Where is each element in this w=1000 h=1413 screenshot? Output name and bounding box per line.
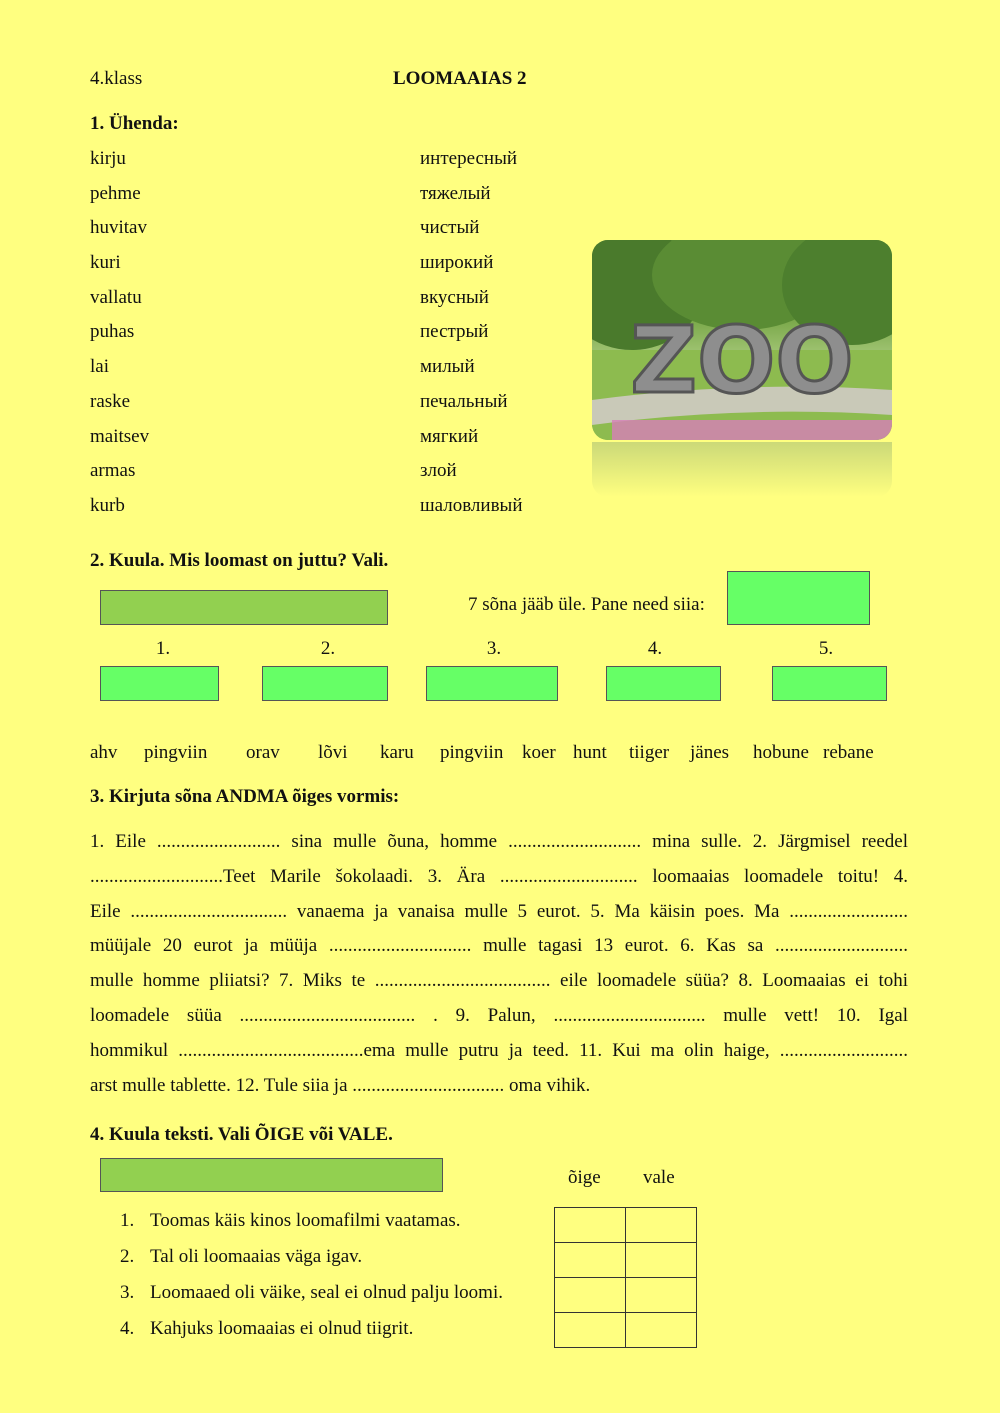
slot-number: 1. bbox=[155, 638, 171, 659]
animal-word[interactable]: tiiger bbox=[629, 742, 670, 763]
answer-dropzone-2[interactable] bbox=[262, 666, 388, 701]
true-cell-2[interactable] bbox=[555, 1243, 626, 1278]
slot-number: 2. bbox=[320, 638, 336, 659]
leftover-words-dropzone[interactable] bbox=[727, 571, 870, 625]
paragraph-line: müüjale 20 eurot ja müüja .............................. mulle tagasi 13 eurot. 6. Kas sa ............................ bbox=[90, 935, 908, 957]
slot-number: 5. bbox=[818, 638, 834, 659]
statement-row bbox=[120, 1318, 413, 1340]
animal-word[interactable]: rebane bbox=[823, 742, 874, 763]
statement-number: 1. bbox=[120, 1210, 135, 1231]
animal-word[interactable]: ahv bbox=[90, 742, 118, 763]
animal-word[interactable]: hobune bbox=[753, 742, 809, 763]
zoo-sign-image bbox=[592, 240, 892, 440]
paragraph-line: Eile ................................. vanaema ja vanaisa mulle 5 eurot. 5. Ma käisin poes. Ma ......................... bbox=[90, 900, 908, 922]
right-word[interactable]: злой bbox=[420, 460, 457, 481]
left-word[interactable]: puhas bbox=[90, 321, 135, 342]
false-cell-1[interactable] bbox=[626, 1208, 697, 1243]
audio-player-box[interactable] bbox=[100, 590, 388, 625]
left-word[interactable]: kirju bbox=[90, 148, 126, 169]
answer-dropzone-3[interactable] bbox=[426, 666, 558, 701]
true-false-grid bbox=[554, 1207, 697, 1348]
worksheet-title: LOOMAAIAS 2 bbox=[393, 68, 527, 89]
animal-word[interactable]: jänes bbox=[690, 742, 730, 763]
paragraph-line: arst mulle tablette. 12. Tule siia ja ................................ oma vihik. bbox=[90, 1074, 591, 1096]
false-cell-4[interactable] bbox=[626, 1313, 697, 1348]
task3-title: 3. Kirjuta sõna ANDMA õiges vormis: bbox=[90, 786, 400, 807]
false-cell-2[interactable] bbox=[626, 1243, 697, 1278]
right-word[interactable]: тяжелый bbox=[420, 183, 491, 204]
zoo-sign-text: ZOO bbox=[630, 307, 854, 414]
slot-number: 4. bbox=[647, 638, 663, 659]
left-word[interactable]: huvitav bbox=[90, 217, 147, 238]
statement-text: Kahjuks loomaaias ei olnud tiigrit. bbox=[150, 1318, 414, 1339]
column-header-true: õige bbox=[568, 1167, 601, 1188]
statement-row bbox=[120, 1246, 362, 1268]
task1-title: 1. Ühenda: bbox=[90, 113, 179, 134]
animal-word[interactable]: orav bbox=[246, 742, 280, 763]
true-cell-3[interactable] bbox=[555, 1278, 626, 1313]
leftover-instruction: 7 sõna jääb üle. Pane need siia: bbox=[468, 594, 705, 615]
answer-dropzone-1[interactable] bbox=[100, 666, 219, 701]
statement-text: Loomaaed oli väike, seal ei olnud palju loomi. bbox=[150, 1282, 503, 1303]
animal-word[interactable]: hunt bbox=[573, 742, 607, 763]
paragraph-line: mulle homme pliiatsi? 7. Miks te ..................................... eile loomadele süüa? 8. Loomaaias ei tohi bbox=[90, 970, 908, 992]
paragraph-line: 1. Eile .......................... sina mulle õuna, homme ............................ mina sulle. 2. Järgmisel reedel bbox=[90, 831, 908, 852]
right-word[interactable]: чистый bbox=[420, 217, 480, 238]
statement-number: 2. bbox=[120, 1246, 135, 1267]
left-word[interactable]: maitsev bbox=[90, 426, 150, 447]
right-word[interactable]: пестрый bbox=[420, 321, 489, 342]
animal-word[interactable]: pingviin bbox=[440, 742, 504, 763]
statement-text: Toomas käis kinos loomafilmi vaatamas. bbox=[150, 1210, 461, 1231]
statement-row bbox=[120, 1282, 503, 1304]
right-word[interactable]: мягкий bbox=[420, 426, 479, 447]
left-word[interactable]: kurb bbox=[90, 495, 125, 516]
left-word[interactable]: raske bbox=[90, 391, 131, 412]
paragraph-line: ............................Teet Marile šokolaadi. 3. Ära ............................. loomaaias loomadele toitu! 4. bbox=[90, 865, 908, 887]
grade-label: 4.klass bbox=[90, 68, 143, 89]
statement-number: 3. bbox=[120, 1282, 135, 1303]
right-word[interactable]: вкусный bbox=[420, 287, 489, 308]
left-word[interactable]: armas bbox=[90, 460, 136, 481]
true-cell-4[interactable] bbox=[555, 1313, 626, 1348]
left-word[interactable]: kuri bbox=[90, 252, 121, 273]
left-word[interactable]: lai bbox=[90, 356, 109, 377]
animal-word[interactable]: lõvi bbox=[318, 742, 348, 763]
right-word[interactable]: широкий bbox=[420, 252, 494, 273]
task4-title: 4. Kuula teksti. Vali ÕIGE või VALE. bbox=[90, 1124, 393, 1145]
task2-title: 2. Kuula. Mis loomast on juttu? Vali. bbox=[90, 550, 389, 571]
right-word[interactable]: интересный bbox=[420, 148, 518, 169]
answer-dropzone-4[interactable] bbox=[606, 666, 721, 701]
right-word[interactable]: милый bbox=[420, 356, 475, 377]
left-word[interactable]: vallatu bbox=[90, 287, 142, 308]
image-reflection bbox=[592, 442, 892, 497]
left-word[interactable]: pehme bbox=[90, 183, 141, 204]
audio-player-box-2[interactable] bbox=[100, 1158, 443, 1192]
right-word[interactable]: шаловливый bbox=[420, 495, 523, 516]
true-cell-1[interactable] bbox=[555, 1208, 626, 1243]
statement-number: 4. bbox=[120, 1318, 135, 1339]
right-word[interactable]: печальный bbox=[420, 391, 508, 412]
fill-in-paragraph bbox=[90, 825, 908, 1103]
paragraph-line: loomadele süüa ..................................... . 9. Palun, ................................ mulle vett! 10. Igal bbox=[90, 1004, 908, 1026]
statement-text: Tal oli loomaaias väga igav. bbox=[150, 1246, 363, 1267]
statement-row bbox=[120, 1210, 461, 1232]
zoo-sign-illustration bbox=[592, 240, 892, 440]
animal-word[interactable]: karu bbox=[380, 742, 414, 763]
slot-number: 3. bbox=[486, 638, 502, 659]
animal-word[interactable]: koer bbox=[522, 742, 556, 763]
answer-dropzone-5[interactable] bbox=[772, 666, 887, 701]
animal-word[interactable]: pingviin bbox=[144, 742, 208, 763]
column-header-false: vale bbox=[643, 1167, 675, 1188]
paragraph-line: hommikul .......................................ema mulle putru ja teed. 11. Kui ma olin haige, ........................... bbox=[90, 1039, 908, 1061]
false-cell-3[interactable] bbox=[626, 1278, 697, 1313]
